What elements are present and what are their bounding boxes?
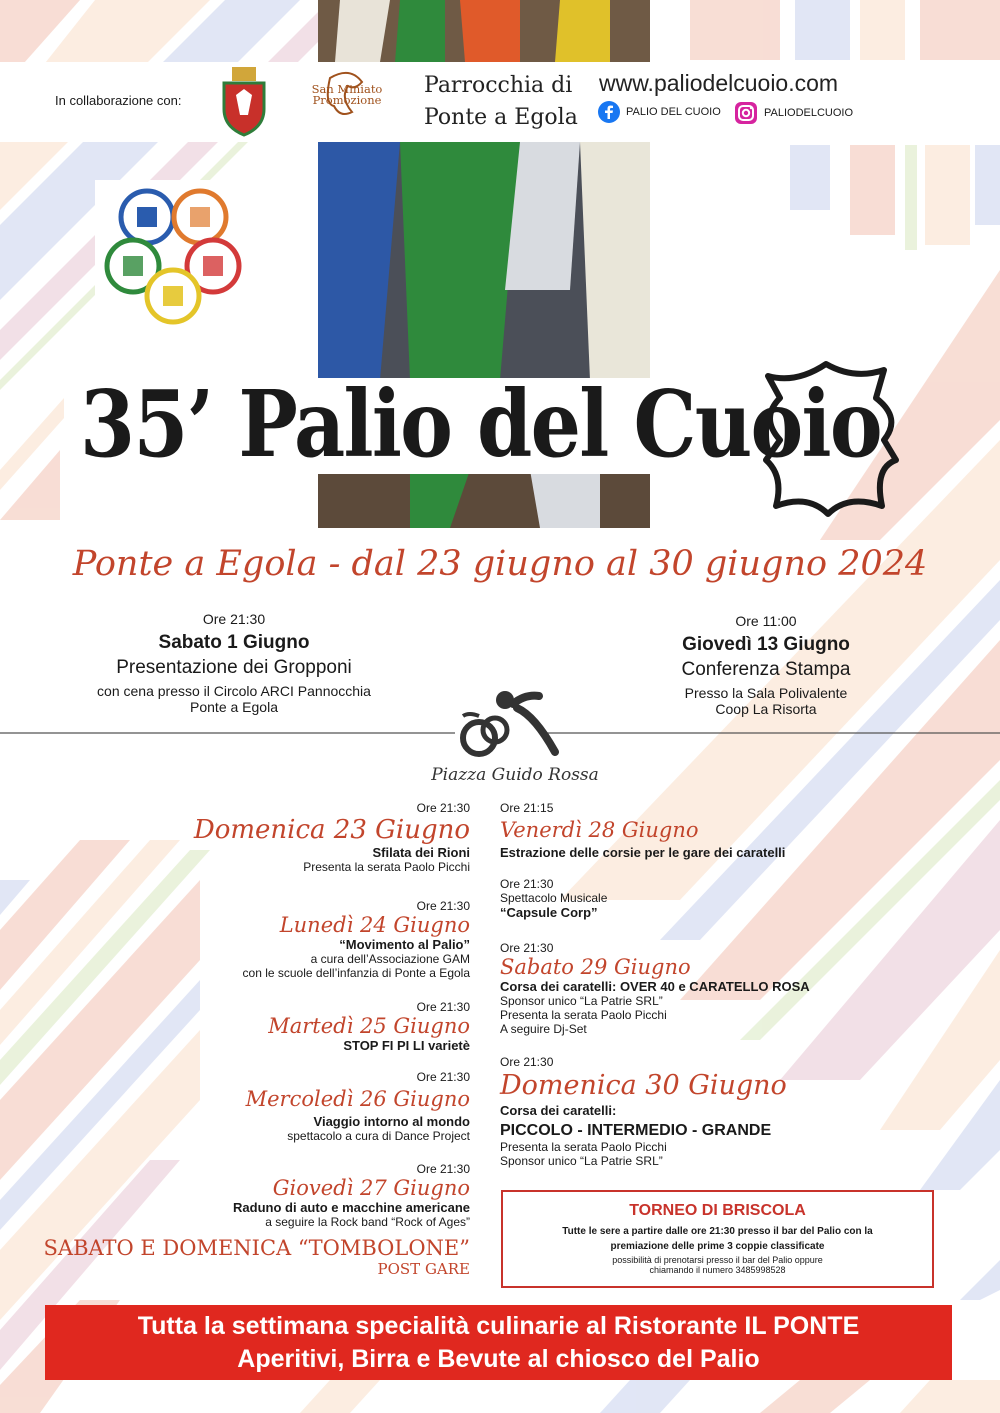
instagram-icon — [734, 101, 758, 125]
instagram-label: PALIODELCUOIO — [764, 107, 854, 119]
parish-line2: Ponte a Egola — [424, 105, 578, 130]
event-item — [150, 801, 470, 899]
event-line: a seguire la Rock band “Rock of Ages” — [265, 1215, 470, 1229]
torneo-title: TORNEO DI BRISCOLA — [629, 1202, 806, 1219]
event-line: Raduno di auto e macchine americane — [233, 1200, 470, 1215]
event-line: Spettacolo Musicale — [500, 891, 608, 905]
event-line: Sfilata dei Rioni — [372, 845, 470, 860]
event-item — [500, 1055, 920, 1168]
event-line: Corsa dei caratelli: OVER 40 e CARATELLO ROSA — [500, 979, 810, 994]
pre-event-note: con cena presso il Circolo ARCI Pannocchia — [97, 683, 371, 699]
facebook-link[interactable] — [598, 101, 721, 123]
pre-event-2 — [596, 613, 936, 717]
torneo-line: possibilità di prenotarsi presso il bar del Palio oppure — [612, 1255, 823, 1265]
facebook-label: PALIO DEL CUOIO — [626, 106, 721, 118]
event-time: Ore 21:30 — [416, 1000, 470, 1014]
event-line: A seguire Dj-Set — [500, 1022, 587, 1036]
event-item — [150, 1070, 470, 1162]
banner-line: Aperitivi, Birra e Bevute al chiosco del Palio — [237, 1345, 760, 1373]
bottom-banner — [45, 1305, 952, 1380]
instagram-link[interactable] — [734, 101, 853, 125]
event-line: STOP FI PI LI varietè — [343, 1038, 470, 1053]
san-miniato-promozione-text: San Miniato Promozione — [311, 82, 383, 107]
website-link[interactable]: www.paliodelcuoio.com — [599, 70, 839, 96]
event-line: Presenta la serata Paolo Picchi — [500, 1008, 667, 1022]
event-line: Sponsor unico “La Patrie SRL” — [500, 994, 663, 1008]
event-time: Ore 21:30 — [416, 801, 470, 815]
event-line: Presenta la serata Paolo Picchi — [500, 1140, 667, 1154]
event-line: a cura dell’Associazione GAM — [310, 952, 470, 966]
pre-event-time: Ore 11:00 — [735, 613, 797, 629]
event-line: Presenta la serata Paolo Picchi — [303, 860, 470, 874]
pre-event-day: Giovedì 13 Giugno — [682, 634, 850, 655]
tombolone-block — [40, 1236, 470, 1278]
leather-hide-icon — [756, 356, 906, 520]
event-time: Ore 21:30 — [500, 941, 554, 955]
tombolone-sub: POST GARE — [377, 1260, 470, 1278]
event-day: Lunedì 24 Giugno — [279, 913, 470, 937]
event-item — [500, 877, 920, 941]
event-time: Ore 21:30 — [500, 877, 554, 891]
torneo-box — [501, 1190, 934, 1288]
torneo-line: premiazione delle prime 3 coppie classificate — [610, 1241, 825, 1252]
event-time: Ore 21:30 — [416, 899, 470, 913]
event-item — [150, 1162, 470, 1229]
pre-event-note: Coop La Risorta — [715, 701, 817, 717]
event-line: spettacolo a cura di Dance Project — [287, 1129, 470, 1143]
event-day: Martedì 25 Giugno — [268, 1014, 470, 1038]
event-subtitle: Ponte a Egola - dal 23 giugno al 30 giugno 2024 — [72, 544, 928, 584]
event-line: “Capsule Corp” — [500, 905, 598, 920]
event-item — [500, 941, 920, 1055]
event-time: Ore 21:30 — [500, 1055, 554, 1069]
event-day: Giovedì 27 Giugno — [272, 1176, 470, 1200]
torneo-line: chiamando il numero 3485998528 — [649, 1265, 786, 1275]
event-day: Domenica 23 Giugno — [193, 815, 470, 845]
venue-name: Piazza Guido Rossa — [431, 765, 599, 785]
parish-name — [424, 70, 578, 134]
rioni-rings-logo — [95, 180, 252, 330]
event-line: “Movimento al Palio” — [339, 937, 470, 952]
pre-event-day: Sabato 1 Giugno — [158, 632, 310, 653]
pre-event-note: Ponte a Egola — [190, 699, 278, 715]
tombolone-title: SABATO E DOMENICA “TOMBOLONE” — [43, 1236, 470, 1260]
cart-racer-icon — [455, 686, 575, 762]
banner-line: Tutta la settimana specialità culinarie al Ristorante IL PONTE — [137, 1312, 860, 1340]
event-day: Venerdì 28 Giugno — [500, 818, 699, 842]
event-line: con le scuole dell’infanzia di Ponte a Egola — [242, 966, 470, 980]
left-events — [150, 801, 470, 1229]
event-line: Viaggio intorno al mondo — [313, 1114, 470, 1129]
event-time: Ore 21:30 — [416, 1070, 470, 1084]
san-miniato-promozione-logo — [300, 68, 390, 128]
event-line: Corsa dei caratelli: — [500, 1103, 617, 1118]
pre-event-title: Presentazione dei Gropponi — [116, 657, 352, 678]
event-line: PICCOLO - INTERMEDIO - GRANDE — [500, 1122, 772, 1139]
pre-event-title: Conferenza Stampa — [681, 659, 851, 680]
right-events — [500, 801, 920, 1168]
event-line: Sponsor unico “La Patrie SRL” — [500, 1154, 663, 1168]
municipal-crest-icon — [218, 65, 270, 137]
event-title: 35’ Palio del Cuoio — [80, 370, 881, 478]
event-day: Domenica 30 Giugno — [500, 1070, 787, 1101]
pre-event-note: Presso la Sala Polivalente — [684, 685, 848, 701]
collaboration-label: In collaborazione con: — [55, 93, 182, 108]
event-day: Sabato 29 Giugno — [500, 955, 691, 979]
event-time: Ore 21:30 — [416, 1162, 470, 1176]
rioni-rings-icon — [95, 180, 252, 330]
event-item — [150, 1000, 470, 1070]
torneo-line: Tutte le sere a partire dalle ore 21:30 presso il bar del Palio con la — [562, 1226, 873, 1237]
event-item — [150, 899, 470, 1000]
event-time: Ore 21:15 — [500, 801, 554, 815]
pre-event-1 — [64, 611, 404, 715]
parish-line1: Parrocchia di — [424, 73, 573, 98]
event-day: Mercoledì 26 Giugno — [245, 1087, 470, 1111]
event-line: Estrazione delle corsie per le gare dei caratelli — [500, 845, 786, 860]
facebook-icon — [598, 101, 620, 123]
pre-event-time: Ore 21:30 — [202, 611, 266, 627]
event-item — [500, 801, 920, 877]
